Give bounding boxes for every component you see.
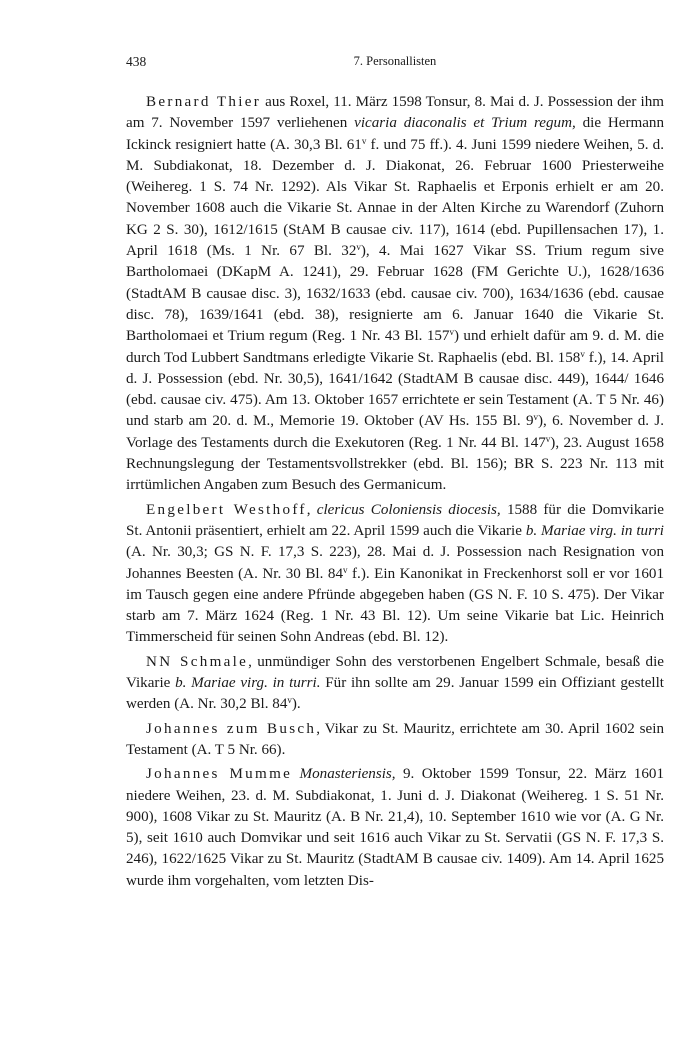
entry-paragraph	[126, 92, 664, 497]
entry-paragraph	[126, 652, 664, 716]
entry-text: ) und erhielt dafür am 9. d. M. die durch Tod Lubbert Sandtmans erledigte Vikarie St. Raphaelis (ebd. Bl. 158	[126, 328, 665, 366]
entry-text: ), 23. August 1658 Rechnungslegung der Testamentsvollstrekker (ebd. Bl. 156); BR S. 223 Nr. 113 mit irrtümlichen Angaben zum Besuch des Germanicum.	[126, 434, 664, 494]
running-title: 7. Personallisten	[353, 54, 437, 68]
page-number: 438	[126, 54, 147, 69]
entry-text: ), 4. Mai 1627 Vikar SS. Trium regum sive Bartholomaei (DKapM A. 1241), 29. Februar 1628 (FM Gerichte U.), 1628/1636 (StadtAM B causae disc. 3), 1632/1633 (ebd. causae civ. 700), 1634/1636 (ebd. causae disc. 78), 1639/1641 (ebd. 38), resignierte am 6. Januar 1640 die Vikarie St. Bartholomaei et Trium regum (Reg. 1 Nr. 43 Bl. 157	[126, 243, 664, 345]
latin-term: b. Mariae virg. in turri	[525, 522, 665, 539]
entry-text: Für ihn sollte am 29. Januar 1599 ein Offiziant gestellt werden (A. Nr. 30,2 Bl. 84	[126, 675, 664, 713]
verso-mark: v	[356, 242, 361, 253]
body-text	[126, 92, 664, 895]
entry-name: Johannes Mumme	[146, 766, 293, 783]
entry-text	[292, 766, 299, 782]
entry-text: 9. Oktober 1599 Tonsur, 22. März 1601 niedere Weihen, 23. d. M. Subdiakonat, 1. Juni d. J. Diakonat (Weihereg. 1 S. 51 Nr. 900), 1608 Vikar zu St. Mauritz (A. B Nr. 21,4), 10. September 1610 wie vor (A. G Nr. 5), seit 1610 auch Domvikar und seit 1616 auch Vikar zu St. Servatii (GS N. F. 17,3 S. 246), 1622/1625 Vikar zu St. Mauritz (StadtAM B causae civ. 1409). Am 14. April 1625 wurde ihm vorgehalten, vom letzten Dis-	[126, 766, 664, 889]
verso-mark: v	[343, 564, 348, 575]
entry-paragraph	[126, 719, 664, 762]
latin-term: vicaria diaconalis et Trium regum,	[354, 115, 576, 132]
verso-mark: v	[361, 135, 367, 146]
latin-term: b. Mariae virg. in turri.	[175, 675, 321, 692]
page-header	[126, 54, 664, 74]
entry-text: die Hermann Ickinck resigniert hatte (A. 30,3 Bl. 61	[126, 115, 665, 153]
entry-text: , unmündiger Sohn des verstorbenen Engelbert Schmale, besaß die Vikarie	[126, 653, 664, 692]
latin-term: clericus Coloniensis diocesis,	[316, 501, 501, 518]
entry-text: 1588 für die Domvikarie St. Antonii präsentiert, erhielt am 22. April 1599 auch die Vikarie	[126, 501, 664, 539]
verso-mark: v	[533, 412, 538, 423]
entry-text: ,	[306, 501, 317, 518]
verso-mark: v	[580, 348, 585, 359]
verso-mark: v	[545, 433, 551, 444]
entry-text: f. und 75 ff.). 4. Juni 1599 niedere Weihen, 5. d. M. Subdiakonat, 18. Dezember d. J. Diakonat, 26. Februar 1600 Priesterweihe (Weihereg. 1 S. 74 Nr. 1292). Als Vikar St. Raphaelis et Erponis erhielt er am 20. November 1608 auch die Vikarie St. Annae in der Alten Kirche zu Warendorf (Zuhorn KG 2 S. 30), 1612/1615 (StAM B causae civ. 117), 1614 (ebd. Pupillensachen 17), 1. April 1618 (Ms. 1 Nr. 67 Bl. 32	[126, 136, 665, 260]
entry-text: f.), 14. April d. J. Possession (ebd. Nr. 30,5), 1641/1642 (StadtAM B causae disc. 449), 1644/ 1646 (ebd. causae civ. 475). Am 13. Oktober 1657 errichtete er sein Testament (A. T 5 Nr. 46) und starb am 20. d. M., Memorie 19. Oktober (AV Hs. 155 Bl. 9	[126, 349, 664, 430]
verso-mark: v	[287, 695, 292, 706]
entry-text: (A. Nr. 30,3; GS N. F. 17,3 S. 223), 28. Mai d. J. Possession nach Resignation von Johannes Beesten (A. Nr. 30 Bl. 84	[126, 544, 664, 582]
entry-text: ).	[291, 696, 301, 713]
latin-term: Monasteriensis,	[299, 766, 396, 783]
entry-name: Engelbert Westhoff	[146, 501, 307, 518]
entry-paragraph	[126, 500, 664, 649]
entry-name: Bernard Thier	[146, 94, 262, 110]
entry-name: Johannes zum Busch	[146, 720, 317, 737]
entry-name: NN Schmale	[146, 653, 249, 670]
entry-paragraph	[126, 764, 664, 892]
entry-text: ), 6. November d. J. Vorlage des Testaments durch die Exekutoren (Reg. 1 Nr. 44 Bl. 147	[126, 413, 664, 451]
entry-text: f.). Ein Kanonikat in Freckenhorst soll er vor 1601 im Tausch gegen eine andere Pfründe abgegeben haben (GS N. F. 10 S. 475). Der Vikar starb am 7. März 1624 (Reg. 1 Nr. 43 Bl. 12). Um seine Vikarie bat Lic. Heinrich Timmerscheid für seinen Sohn Andreas (ebd. Bl. 12).	[126, 565, 664, 646]
verso-mark: v	[449, 327, 454, 338]
entry-text: , Vikar zu St. Mauritz, errichtete am 30. April 1602 sein Testament (A. T 5 Nr. 66).	[126, 720, 664, 758]
entry-text: aus Roxel, 11. März 1598 Tonsur, 8. Mai d. J. Possession der ihm am 7. November 1597 verliehenen	[126, 94, 664, 132]
